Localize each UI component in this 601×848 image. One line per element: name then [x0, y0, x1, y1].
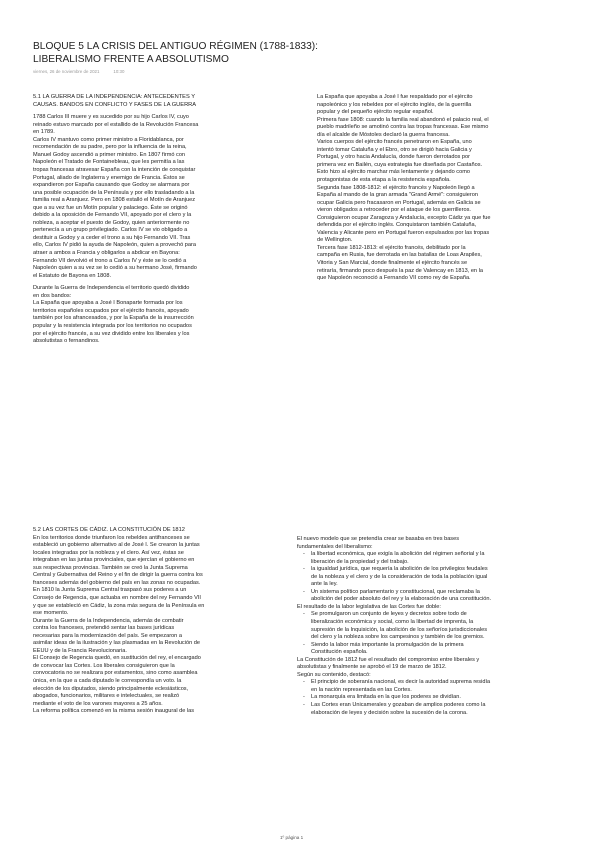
text-line: - Las Cortes eran Unicamerales y gozaban de amplios poderes como la — [311, 702, 486, 709]
text-line: España al mando de la gran armada "Grand Armé": consiguieron — [317, 192, 479, 199]
text-line: ante la ley. — [311, 581, 338, 588]
text-line: por el ejército francés, a su vez dividido entre los liberales y los — [33, 330, 190, 337]
text-line: Carlos IV mantuvo como primer ministro a Floridablanca, por — [33, 136, 184, 143]
section2-left-column — [33, 527, 295, 716]
section1-heading — [33, 94, 293, 109]
text-line: intentó tomar Cataluña y el Ebro, otro se dirigió hacia Galicia y — [317, 146, 472, 153]
bullet-item — [311, 642, 577, 657]
text-line: Tercera fase 1812-1813: el ejército francés, debilitado por la — [317, 244, 466, 251]
text-line: supresión de la Inquisición, la abolición de los señoríos jurisdiccionales — [311, 626, 487, 633]
text-line: en 1789. — [33, 129, 55, 136]
text-line: vieron obligados a retroceder por el ataque de los guerrilleros. — [317, 207, 471, 214]
text-line: protagonistas de esta etapa a la resistencia española. — [317, 177, 451, 184]
page-number: 1º página 1 — [280, 835, 304, 840]
note-title — [33, 41, 553, 67]
text-line: Según su contenido, destacó: — [297, 671, 371, 678]
text-line: asimilar ideas de la ilustración y las plasmadas en la Revolución de — [33, 640, 200, 647]
text-line: Consejo de Regencia, que actuaba en nombre del rey Fernando VII — [33, 594, 201, 601]
text-line: ocupar Galicia pero fracasaron en Portugal, además en Galicia se — [317, 199, 481, 206]
text-line: ese momento. — [33, 610, 69, 617]
text-line: popular y del pequeño ejército regular español. — [317, 109, 434, 116]
text-line: - la igualdad jurídica, que requería la abolición de los privilegios feudales — [311, 566, 488, 573]
note-time: 10:30 — [113, 69, 125, 74]
text-line: de Wellington. — [317, 237, 353, 244]
heading-line: CAUSAS. BANDOS EN CONFLICTO Y FASES DE LA GUERRA — [33, 101, 197, 108]
text-line: absolutistas o fernandinos. — [33, 338, 100, 345]
cortes-results-list — [297, 611, 577, 656]
text-line: - Siendo la labor más importante la promulgación de la primera — [311, 641, 464, 648]
note-meta — [33, 69, 124, 74]
text-line: El nuevo modelo que se pretendía crear se basaba en tres bases — [297, 536, 460, 542]
text-line: también por los afrancesados, y por la España de la insurrección — [33, 315, 194, 322]
text-line: popular y la resistencia integrada por los territorios no ocupados — [33, 322, 192, 329]
text-line: sus respectivas provincias. También se creó la Junta Suprema — [33, 564, 188, 571]
text-line: territorios españoles ocupados por el ejército francés, apoyado — [33, 307, 189, 314]
text-line: fundamentales del liberalismo: — [297, 543, 373, 550]
text-line: absolutistas y finalmente se aprobó el 19 de marzo de 1812. — [297, 664, 447, 671]
text-line: EEUU y de la Francia Revolucionaria. — [33, 647, 127, 654]
text-line: familia real a Aranjuez. Pero en 1808 estalló el Motín de Aranjuez — [33, 197, 196, 204]
text-line: que Napoleón reconoció a Fernando VII como rey de España. — [317, 275, 471, 282]
bullet-item — [311, 611, 577, 641]
text-line: - Un sistema político parlamentario y constitucional, que reclamaba la — [311, 588, 480, 595]
section1-right-column — [317, 94, 577, 283]
text-line: La Constitución de 1812 fue el resultado del compromiso entre liberales y — [297, 656, 480, 663]
text-line: Manuel Godoy ascendió a primer ministro. En 1807 firmó con — [33, 151, 186, 158]
bullet-item — [311, 589, 577, 604]
text-line: recomendación de su padre, pero por la influencia de la reina, — [33, 144, 187, 151]
text-line: Esto hizo al ejército marchar más lentamente y dejando como — [317, 169, 470, 176]
section2-left-text — [33, 535, 295, 716]
text-line: Central y Gubernativa del Reino y el fin de dirigir la guerra contra los — [33, 572, 203, 579]
text-line: Fernando VII devolvió el trono a Carlos IV y éste se lo cedió a — [33, 257, 187, 264]
text-line: Constitución española. — [311, 649, 368, 656]
text-line: integraban en las juntas provinciales, que ejercían el gobierno en — [33, 557, 195, 564]
text-line: pertenecía a un grupo privilegiado. Carlos IV se vio obligado a — [33, 227, 188, 234]
text-line: El resultado de la labor legislativa de las Cortes fue doble: — [297, 603, 441, 610]
text-line: - Se promulgaron un conjunto de leyes y decretos sobre todo de — [311, 611, 467, 618]
text-line: tropas francesas atravesar España con la intención de conquistar — [33, 167, 196, 174]
text-line: - la libertad económica, que exigía la abolición del régimen señorial y la — [311, 551, 485, 558]
section2-mid — [297, 604, 577, 612]
text-line: del clero y la nobleza sobre los campesinos y también de los gremios. — [311, 634, 485, 641]
text-line: que a su vez fue un Motín popular y palaciego. Éste se originó — [33, 204, 188, 211]
text-line: única, en la que a cada diputado le correspondía un voto. la — [33, 677, 182, 684]
text-line: ello, Carlos IV pidió la ayuda de Napoleón, quien a provechó para — [33, 242, 196, 249]
text-line: en dos bandos: — [33, 292, 72, 299]
text-line: elección de los diputados, siendo principalmente eclesiásticos, — [33, 685, 189, 692]
text-line: reinado estuvo marcado por el estallido de la Revolución Francesa — [33, 121, 199, 128]
text-line: - La monarquía era limitada en la que los poderes se dividían. — [311, 694, 461, 701]
text-line: contra los franceses, pretendió sentar las bases jurídicas — [33, 625, 175, 632]
text-line: Napoleón el Tratado de Fontainebleau, que les permitía a las — [33, 159, 185, 166]
text-line: estableció un gobierno alternativo al de José I. Se crearon la juntas — [33, 542, 200, 549]
text-line: 1788 Carlos III muere y es sucedido por su hijo Carlos IV, cuyo — [33, 114, 189, 121]
text-line: Varios cuerpos del ejército francés penetraron en España, uno — [317, 139, 472, 146]
text-line: La España que apoyaba a José I Bonaparte formada por los — [33, 300, 183, 307]
text-line: campaña en Rusia, fue derrotada en las batallas de Loas Arapiles, — [317, 252, 482, 259]
text-line: de la nobleza y el clero y de la consideración de toda la población igual — [311, 573, 488, 580]
constitution-features-list — [297, 679, 577, 717]
text-line: liberalización económica y social, como la libertad de imprenta, la — [311, 619, 474, 626]
section1-bandos-text — [33, 285, 293, 345]
text-line: Segunda fase 1808-1812: el ejército francés y Napoleón llegó a — [317, 184, 475, 191]
note-date: viernes, 26 de noviembre de 2021 — [33, 69, 100, 74]
text-line: liberación de la propiedad y del trabajo. — [311, 558, 409, 565]
text-line: retiraría, firmando poco después la paz de Valencay en 1813, en la — [317, 267, 483, 274]
text-line: Primera fase 1808: cuando la familia real abandonó el palacio real, el — [317, 116, 489, 123]
section1-right-text — [317, 94, 577, 283]
section2-after — [297, 657, 577, 680]
text-line: necesarias para la modernización del país. Se empezaron a — [33, 632, 182, 639]
text-line: expandieron por España causando que Godoy se alarmara por — [33, 182, 190, 189]
text-line: locales integradas por la nobleza y el clero. Así vez, éstas se — [33, 549, 184, 556]
text-line: Portugal, aliado de Inglaterra y enemigo de Francia. Éstos se — [33, 174, 185, 181]
text-line: atraer a ambos a Francia y obligarlos a abdicar en Bayona: — [33, 250, 180, 257]
text-line: elaboración de leyes y decisión sobre la sucesión de la corona. — [311, 709, 468, 716]
text-line: debido a la oposición de Fernando VII, apoyado por el clero y la — [33, 212, 192, 219]
text-line: Napoleón quien a su vez se lo cedió a su hermano José, firmando — [33, 265, 197, 272]
section2-intro — [297, 536, 577, 551]
text-line: en la nación representada en las Cortes. — [311, 686, 412, 693]
text-line: napoleónico y los rebeldes por el ejército inglés, de la guerrilla — [317, 101, 472, 108]
text-line: Durante la Guerra de la Independencia, además de combatir — [33, 617, 184, 624]
section1-left-column — [33, 94, 293, 346]
text-line: En 1810 la Junta Suprema Central traspasó sus poderes a un — [33, 587, 187, 594]
title-line: LIBERALISMO FRENTE A ABSOLUTISMO — [33, 53, 229, 65]
text-line: destituir a Godoy y a ceder el trono a su hijo Fernando VII. Tras — [33, 234, 191, 241]
text-line: La reforma política comenzó en la misma sesión inaugural de las — [33, 708, 195, 715]
text-line: En los territorios donde triunfaron los rebeldes antifranceses se — [33, 534, 190, 541]
text-line: - El principio de soberanía nacional, es decir la autoridad suprema residía — [311, 679, 491, 686]
text-line: franceses además del gobierno del país en las zonas no ocupadas. — [33, 579, 201, 586]
text-line: abogados, funcionarios, militares e intelectuales, se realizó — [33, 693, 180, 700]
bullet-item — [311, 566, 577, 589]
bullet-item — [311, 694, 577, 702]
text-line: Consiguieron ocupar Zaragoza y Andalucía, excepto Cádiz ya que fue — [317, 214, 491, 221]
text-line: La España que apoyaba a José I fue respaldado por el ejército — [317, 94, 473, 100]
bullet-item — [311, 702, 577, 717]
text-line: convocatoria no se realizara por estamentos, sino como asamblea — [33, 670, 198, 677]
heading-line: 5.1 LA GUERRA DE LA INDEPENDENCIA: ANTECEDENTES Y — [33, 94, 196, 100]
text-line: abolición del poder absoluto del rey y la elaboración de una constitución. — [311, 596, 492, 603]
section2-right-column — [297, 536, 577, 717]
text-line: defendida por el ejército inglés. Conquistaron también Cataluña, — [317, 222, 477, 229]
text-line: pueblo madrileño se amotinó contra las tropas francesas. Ese mismo — [317, 124, 489, 131]
text-line: El Consejo de Regencia quedó, en sustitución del rey, el encargado — [33, 655, 201, 662]
liberalism-bases-list — [297, 551, 577, 604]
text-line: de convocar las Cortes. Los liberales consiguieron que la — [33, 662, 175, 669]
text-line: Valencia y Alicante pero en Portugal fueron expulsados por las tropas — [317, 229, 490, 236]
text-line: y que se estableció en Cádiz, la zona más segura de la Península en — [33, 602, 205, 609]
section1-left-text — [33, 114, 293, 280]
bullet-item — [311, 551, 577, 566]
text-line: primera vez en Bailén, cuya estrategia fue diseñada por Castaños. — [317, 161, 483, 168]
bullet-item — [311, 679, 577, 694]
text-line: Portugal, y otro hacia Andalucía, donde fueron derrotados por — [317, 154, 470, 161]
title-line: BLOQUE 5 LA CRISIS DEL ANTIGUO RÉGIMEN (1788-1833): — [33, 41, 318, 52]
text-line: mediante el voto de los varones mayores a 25 años. — [33, 700, 163, 707]
text-line: el Estatuto de Bayona en 1808. — [33, 272, 112, 279]
text-line: Durante la Guerra de Independencia el territorio quedó dividido — [33, 285, 190, 292]
text-line: nobleza, a aceptar el puesto de Godoy, quien anteriormente no — [33, 219, 190, 226]
text-line: una posible ocupación de la Península y por ello trasladando a la — [33, 189, 195, 196]
section2-heading: 5.2 LAS CORTES DE CÁDIZ. LA CONSTITUCIÓN DE 1812 — [33, 527, 185, 533]
text-line: día el alcalde de Móstoles declaró la guerra francesa. — [317, 131, 450, 138]
text-line: Vitoria y San Marcial, donde finalmente el ejército francés se — [317, 260, 468, 267]
